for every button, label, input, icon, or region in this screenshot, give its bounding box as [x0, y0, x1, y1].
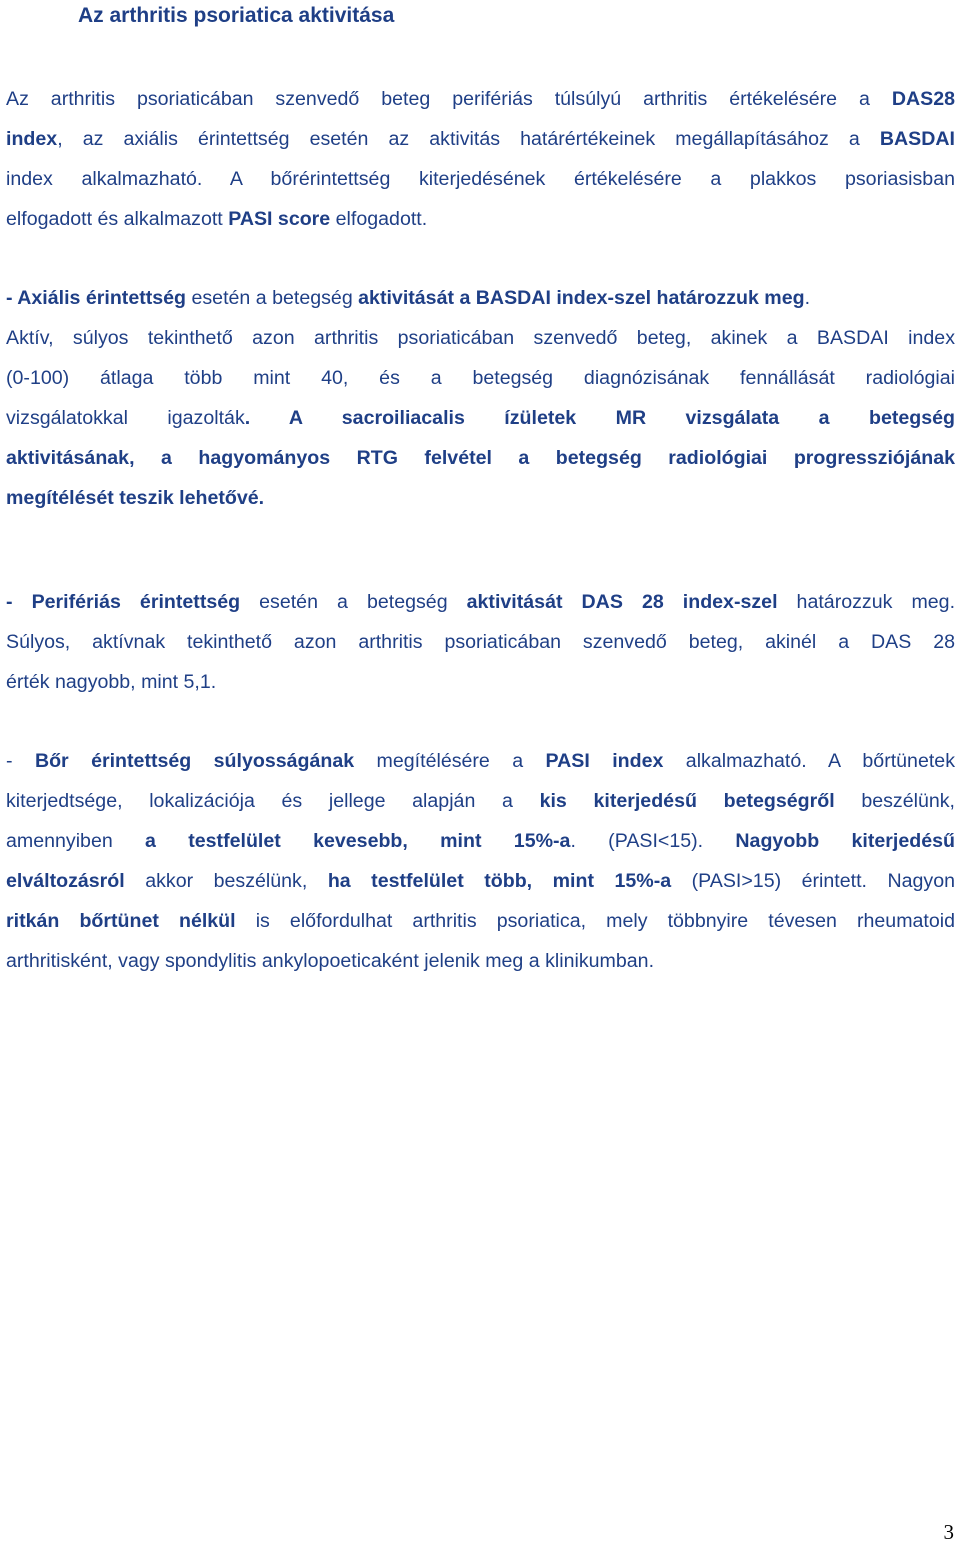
paragraph-line: Aktív, súlyos tekinthető azon arthritis psoriaticában szenvedő beteg, akinek a BASDAI index	[6, 327, 955, 349]
paragraph-line: vizsgálatokkal igazolták. A sacroiliacalis ízületek MR vizsgálata a betegség	[6, 407, 955, 429]
paragraph-line: - Bőr érintettség súlyosságának megítélésére a PASI index alkalmazható. A bőrtünetek	[6, 750, 955, 772]
paragraph-line: megítélését teszik lehetővé.	[6, 487, 265, 509]
paragraph-line: amennyiben a testfelület kevesebb, mint 15%-a. (PASI<15). Nagyobb kiterjedésű	[6, 830, 955, 852]
paragraph-skin	[6, 741, 955, 981]
paragraph-line: (0-100) átlaga több mint 40, és a betegség diagnózisának fennállását radiológiai	[6, 367, 955, 389]
paragraph-line: ritkán bőrtünet nélkül is előfordulhat arthritis psoriatica, mely többnyire tévesen rheumatoid	[6, 910, 956, 932]
paragraph-line: - Axiális érintettség esetén a betegség aktivitását a BASDAI index-szel határozzuk meg.	[6, 287, 811, 309]
paragraph-peripheral	[6, 582, 955, 702]
paragraph-line: elfogadott és alkalmazott PASI score elfogadott.	[6, 208, 428, 230]
paragraph-axial	[6, 278, 955, 518]
page-number: 3	[943, 1520, 954, 1544]
paragraph-line: arthritisként, vagy spondylitis ankylopoeticaként jelenik meg a klinikumban.	[6, 950, 655, 972]
paragraph-line: aktivitásának, a hagyományos RTG felvétel a betegség radiológiai progressziójának	[6, 447, 955, 469]
paragraph-line: index alkalmazható. A bőrérintettség kiterjedésének értékelésére a plakkos psoriasisban	[6, 168, 955, 190]
paragraph-line: Az arthritis psoriaticában szenvedő beteg perifériás túlsúlyú arthritis értékelésére a DAS28	[6, 88, 955, 110]
paragraph-line: - Perifériás érintettség esetén a betegség aktivitását DAS 28 index-szel határozzuk meg.	[6, 591, 956, 613]
paragraph-line: elváltozásról akkor beszélünk, ha testfelület több, mint 15%-a (PASI>15) érintett. Nagyon	[6, 870, 956, 892]
page-title: Az arthritis psoriatica aktivitása	[78, 4, 395, 27]
paragraph-line: érték nagyobb, mint 5,1.	[6, 671, 217, 693]
paragraph-line: index, az axiális érintettség esetén az aktivitás határértékeinek megállapításához a BASDAI	[6, 128, 955, 150]
paragraph-intro	[6, 79, 955, 239]
paragraph-line: Súlyos, aktívnak tekinthető azon arthritis psoriaticában szenvedő beteg, akinél a DAS 28	[6, 631, 955, 653]
paragraph-line: kiterjedtsége, lokalizációja és jellege alapján a kis kiterjedésű betegségről beszélünk,	[6, 790, 955, 812]
